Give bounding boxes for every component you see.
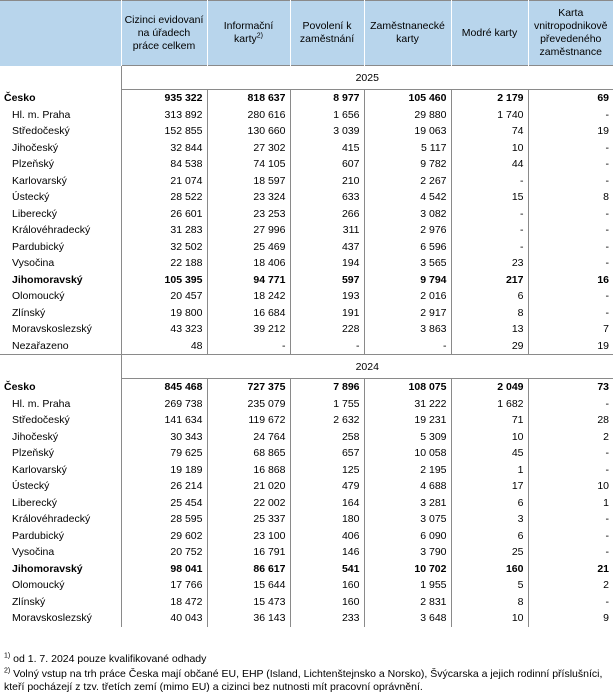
table-cell: - — [451, 173, 528, 190]
table-cell: 5 309 — [364, 429, 451, 446]
table-cell: 269 738 — [121, 396, 207, 413]
table-cell: 1 682 — [451, 396, 528, 413]
table-cell: 25 454 — [121, 495, 207, 512]
table-cell: - — [528, 140, 613, 157]
table-cell: 17 766 — [121, 577, 207, 594]
table-row — [0, 305, 613, 322]
table-cell: 39 212 — [207, 321, 290, 338]
table-cell: 217 — [451, 272, 528, 289]
table-cell: 935 322 — [121, 90, 207, 107]
table-cell: 10 — [451, 140, 528, 157]
table-cell: 2 195 — [364, 462, 451, 479]
table-cell: 40 043 — [121, 610, 207, 627]
table-row — [0, 478, 613, 495]
table-cell: 16 684 — [207, 305, 290, 322]
table-cell: 27 302 — [207, 140, 290, 157]
region-name: Zlínský — [12, 306, 46, 319]
table-cell: 20 752 — [121, 544, 207, 561]
table-cell: 1 955 — [364, 577, 451, 594]
table-cell: 2 976 — [364, 222, 451, 239]
region-name: Nezařazeno — [0, 338, 121, 355]
table-row — [0, 107, 613, 124]
table-cell: - — [528, 288, 613, 305]
table-row — [0, 544, 613, 561]
table-cell: 633 — [290, 189, 364, 206]
region-name: Středočeský — [12, 125, 70, 138]
table-row — [0, 396, 613, 413]
table-cell: 74 105 — [207, 156, 290, 173]
table-cell: - — [528, 544, 613, 561]
table-cell: 258 — [290, 429, 364, 446]
table-cell: 406 — [290, 528, 364, 545]
table-cell: 1 — [451, 462, 528, 479]
table-cell: 22 188 — [121, 255, 207, 272]
table-row — [0, 412, 613, 429]
table-cell: 15 — [451, 189, 528, 206]
table-cell: 313 892 — [121, 107, 207, 124]
table-cell: 845 468 — [121, 379, 207, 396]
table-cell: 818 637 — [207, 90, 290, 107]
table-row — [0, 462, 613, 479]
table-cell: 26 601 — [121, 206, 207, 223]
table-cell: - — [528, 107, 613, 124]
region-name: Liberecký — [12, 496, 57, 509]
region-name: Moravskoslezský — [12, 323, 92, 336]
table-cell: 25 337 — [207, 511, 290, 528]
table-cell: 68 865 — [207, 445, 290, 462]
table-cell: 146 — [290, 544, 364, 561]
table-row — [0, 338, 613, 355]
table-cell: 10 058 — [364, 445, 451, 462]
table-cell: 160 — [290, 577, 364, 594]
table-cell: 597 — [290, 272, 364, 289]
table-cell: 280 616 — [207, 107, 290, 124]
table-cell: 19 800 — [121, 305, 207, 322]
table-cell: - — [207, 338, 290, 355]
table-cell: 94 771 — [207, 272, 290, 289]
region-name: Vysočina — [12, 257, 55, 270]
region-name: Karlovarský — [12, 463, 67, 476]
table-cell: 31 283 — [121, 222, 207, 239]
region-name: Pardubický — [12, 529, 64, 542]
table-cell: 71 — [451, 412, 528, 429]
table-cell: 6 — [451, 288, 528, 305]
table-cell: 21 020 — [207, 478, 290, 495]
table-cell: - — [528, 511, 613, 528]
table-cell: 3 565 — [364, 255, 451, 272]
table-cell: 6 596 — [364, 239, 451, 256]
table-cell: - — [451, 222, 528, 239]
table-cell: 15 473 — [207, 594, 290, 611]
table-row — [0, 173, 613, 190]
region-name: Karlovarský — [12, 174, 67, 187]
table-cell: 13 — [451, 321, 528, 338]
region-name: Olomoucký — [12, 290, 65, 303]
year-header-spacer — [0, 355, 121, 379]
header-row — [0, 1, 613, 66]
region-name: Jihomoravský — [12, 562, 83, 575]
footnote — [4, 668, 609, 694]
table-cell: 8 — [451, 594, 528, 611]
table-cell: 23 100 — [207, 528, 290, 545]
table-cell: 415 — [290, 140, 364, 157]
footnote-mark: 1) — [4, 652, 11, 660]
region-name: Jihočeský — [12, 430, 59, 443]
table-cell: - — [528, 305, 613, 322]
table-cell: 2 179 — [451, 90, 528, 107]
table-row — [0, 511, 613, 528]
table-cell: - — [528, 528, 613, 545]
table-cell: - — [364, 338, 451, 355]
region-name: Středočeský — [12, 414, 70, 427]
table-cell: 193 — [290, 288, 364, 305]
table-cell: 45 — [451, 445, 528, 462]
table-cell: 437 — [290, 239, 364, 256]
region-name: Královéhradecký — [12, 513, 91, 526]
table-cell: 98 041 — [121, 561, 207, 578]
table-cell: - — [451, 239, 528, 256]
region-name: Plzeňský — [12, 158, 55, 171]
table-cell: 30 343 — [121, 429, 207, 446]
table-row — [0, 561, 613, 578]
table-cell: 5 — [451, 577, 528, 594]
table-cell: 164 — [290, 495, 364, 512]
table-cell: 10 — [451, 429, 528, 446]
table-cell: 8 — [451, 305, 528, 322]
table-cell: 28 — [528, 412, 613, 429]
table-row — [0, 528, 613, 545]
header-employee-cards: Zaměstnanecké karty — [364, 1, 451, 66]
table-cell: 22 002 — [207, 495, 290, 512]
table-row — [0, 288, 613, 305]
table-cell: 48 — [121, 338, 207, 355]
table-cell: 191 — [290, 305, 364, 322]
header-registered-total: Cizinci evidovaní na úřadech práce celkem — [121, 1, 207, 66]
table-cell: 2 049 — [451, 379, 528, 396]
table-row — [0, 140, 613, 157]
table-row — [0, 429, 613, 446]
table-cell: 607 — [290, 156, 364, 173]
table-cell: 105 395 — [121, 272, 207, 289]
table-cell: - — [528, 445, 613, 462]
table-cell: - — [290, 338, 364, 355]
header-region — [0, 1, 121, 66]
year-label: 2025 — [121, 66, 613, 90]
region-name: Česko — [4, 381, 36, 393]
table-cell: 233 — [290, 610, 364, 627]
table-cell: - — [528, 255, 613, 272]
table-cell: 23 253 — [207, 206, 290, 223]
table-cell: 69 — [528, 90, 613, 107]
table-cell: 32 502 — [121, 239, 207, 256]
table-row — [0, 239, 613, 256]
table-cell: 10 — [528, 478, 613, 495]
table-cell: 23 — [451, 255, 528, 272]
table-row — [0, 495, 613, 512]
footnote-text: Volný vstup na trh práce Česka mají občané EU, EHP (Island, Lichtenštejnsko a Norsko), Švýcarska a jejich rodinní příslušníci, kteří pocházejí z tzv. třetích zemí (mimo EU) a cizinci bez nutnosti mít pracovní oprávnění. — [4, 668, 603, 693]
table-cell: 26 214 — [121, 478, 207, 495]
region-name: Vysočina — [12, 546, 55, 559]
header-blue-cards: Modré karty — [451, 1, 528, 66]
table-cell: 1 656 — [290, 107, 364, 124]
table-cell: 6 — [451, 528, 528, 545]
year-header-row — [0, 355, 613, 379]
table-cell: 20 457 — [121, 288, 207, 305]
table-cell: 21 074 — [121, 173, 207, 190]
region-name: Zlínský — [12, 595, 46, 608]
table-cell: 3 790 — [364, 544, 451, 561]
table-row — [0, 222, 613, 239]
table-cell: - — [528, 594, 613, 611]
table-cell: 74 — [451, 123, 528, 140]
table-row — [0, 321, 613, 338]
region-name: Ústecký — [12, 480, 50, 493]
table-cell: 84 538 — [121, 156, 207, 173]
table-cell: 9 — [528, 610, 613, 627]
table-cell: 10 702 — [364, 561, 451, 578]
region-name: Královéhradecký — [12, 224, 91, 237]
footnote — [4, 653, 609, 666]
table-cell: 9 782 — [364, 156, 451, 173]
table-cell: 29 880 — [364, 107, 451, 124]
table-row — [0, 594, 613, 611]
table-cell: - — [528, 239, 613, 256]
table-cell: - — [528, 156, 613, 173]
table-cell: 25 469 — [207, 239, 290, 256]
table-cell: 15 644 — [207, 577, 290, 594]
table-cell: 3 039 — [290, 123, 364, 140]
table-cell: 28 595 — [121, 511, 207, 528]
table-row — [0, 610, 613, 627]
region-name: Jihomoravský — [12, 273, 83, 286]
table-cell: 3 075 — [364, 511, 451, 528]
table-cell: 194 — [290, 255, 364, 272]
table-cell: 4 542 — [364, 189, 451, 206]
table-cell: 3 281 — [364, 495, 451, 512]
table-cell: 16 868 — [207, 462, 290, 479]
table-cell: 16 791 — [207, 544, 290, 561]
table-cell: 9 794 — [364, 272, 451, 289]
table-cell: 24 764 — [207, 429, 290, 446]
region-name: Hl. m. Praha — [12, 108, 71, 121]
table-cell: 23 324 — [207, 189, 290, 206]
region-name: Pardubický — [12, 240, 64, 253]
table-row — [0, 445, 613, 462]
table-cell: 6 090 — [364, 528, 451, 545]
region-name: Olomoucký — [12, 579, 65, 592]
region-name: Moravskoslezský — [12, 612, 92, 625]
table-cell: 18 406 — [207, 255, 290, 272]
table-cell: 21 — [528, 561, 613, 578]
table-row — [0, 189, 613, 206]
table-row — [0, 272, 613, 289]
table-cell: 31 222 — [364, 396, 451, 413]
table-cell: - — [528, 396, 613, 413]
footnote-mark: 2) — [4, 667, 11, 675]
table-cell: 727 375 — [207, 379, 290, 396]
header-work-permits: Povolení k zaměstnání — [290, 1, 364, 66]
table-row — [0, 156, 613, 173]
table-cell: 130 660 — [207, 123, 290, 140]
table-cell: 19 189 — [121, 462, 207, 479]
table-cell: - — [528, 206, 613, 223]
table-cell: 1 — [528, 495, 613, 512]
table-cell: 19 231 — [364, 412, 451, 429]
table-cell: - — [451, 206, 528, 223]
table-cell: 2 831 — [364, 594, 451, 611]
table-cell: 28 522 — [121, 189, 207, 206]
table-cell: 228 — [290, 321, 364, 338]
table-cell: 17 — [451, 478, 528, 495]
table-cell: 235 079 — [207, 396, 290, 413]
table-cell: 19 — [528, 338, 613, 355]
footnotes — [4, 653, 609, 696]
table-cell: 18 597 — [207, 173, 290, 190]
table-cell: 3 863 — [364, 321, 451, 338]
table-cell: 19 — [528, 123, 613, 140]
region-name: Liberecký — [12, 207, 57, 220]
table-cell: 8 — [528, 189, 613, 206]
table-cell: 3 082 — [364, 206, 451, 223]
table-cell: 29 602 — [121, 528, 207, 545]
footnote-text: od 1. 7. 2024 pouze kvalifikované odhady — [13, 653, 207, 665]
table-cell: 119 672 — [207, 412, 290, 429]
table-cell: 141 634 — [121, 412, 207, 429]
table-cell: 79 625 — [121, 445, 207, 462]
table-cell: 36 143 — [207, 610, 290, 627]
table-cell: 32 844 — [121, 140, 207, 157]
region-name: Hl. m. Praha — [12, 397, 71, 410]
table-cell: 210 — [290, 173, 364, 190]
table-cell: - — [528, 462, 613, 479]
table-cell: 44 — [451, 156, 528, 173]
table-cell: 1 755 — [290, 396, 364, 413]
table-cell: 541 — [290, 561, 364, 578]
table-cell: 152 855 — [121, 123, 207, 140]
region-name: Plzeňský — [12, 447, 55, 460]
year-label: 2024 — [121, 355, 613, 379]
table-cell: 73 — [528, 379, 613, 396]
table-cell: 479 — [290, 478, 364, 495]
table-cell: 1 740 — [451, 107, 528, 124]
table-cell: 6 — [451, 495, 528, 512]
table-cell: 657 — [290, 445, 364, 462]
table-cell: 125 — [290, 462, 364, 479]
table-cell: 25 — [451, 544, 528, 561]
table-cell: 10 — [451, 610, 528, 627]
table-cell: 18 472 — [121, 594, 207, 611]
table-cell: 108 075 — [364, 379, 451, 396]
table-cell: 3 648 — [364, 610, 451, 627]
header-footnote-mark: 2) — [256, 32, 263, 40]
header-ict-cards: Karta vnitropodnikově převedeného zaměstnance — [528, 1, 613, 66]
table-cell: 311 — [290, 222, 364, 239]
table-cell: 19 063 — [364, 123, 451, 140]
year-header-row — [0, 66, 613, 90]
table-row — [0, 255, 613, 272]
table-row — [0, 90, 613, 107]
table-cell: 5 117 — [364, 140, 451, 157]
table-cell: 43 323 — [121, 321, 207, 338]
table-cell: 2 — [528, 577, 613, 594]
table-cell: 2 267 — [364, 173, 451, 190]
table-cell: 2 632 — [290, 412, 364, 429]
table-cell: 2 016 — [364, 288, 451, 305]
region-name: Jihočeský — [12, 141, 59, 154]
table-cell: - — [528, 173, 613, 190]
table-cell: - — [528, 222, 613, 239]
header-information-cards — [207, 1, 290, 66]
table-cell: 266 — [290, 206, 364, 223]
table-cell: 105 460 — [364, 90, 451, 107]
table-row — [0, 577, 613, 594]
table-cell: 16 — [528, 272, 613, 289]
table-cell: 86 617 — [207, 561, 290, 578]
table-cell: 2 917 — [364, 305, 451, 322]
table-cell: 160 — [451, 561, 528, 578]
table-row — [0, 379, 613, 396]
table-row — [0, 123, 613, 140]
table-cell: 29 — [451, 338, 528, 355]
table-cell: 180 — [290, 511, 364, 528]
table-cell: 3 — [451, 511, 528, 528]
table-cell: 2 — [528, 429, 613, 446]
header-information-cards-label: Informační karty — [223, 20, 274, 45]
table-cell: 160 — [290, 594, 364, 611]
year-header-spacer — [0, 66, 121, 90]
table-cell: 4 688 — [364, 478, 451, 495]
table-cell: 7 — [528, 321, 613, 338]
table-cell: 7 896 — [290, 379, 364, 396]
table-cell: 27 996 — [207, 222, 290, 239]
region-name: Česko — [4, 92, 36, 104]
table-row — [0, 206, 613, 223]
table-body — [0, 66, 613, 627]
region-name: Ústecký — [12, 191, 50, 204]
table-cell: 8 977 — [290, 90, 364, 107]
table-cell: 18 242 — [207, 288, 290, 305]
